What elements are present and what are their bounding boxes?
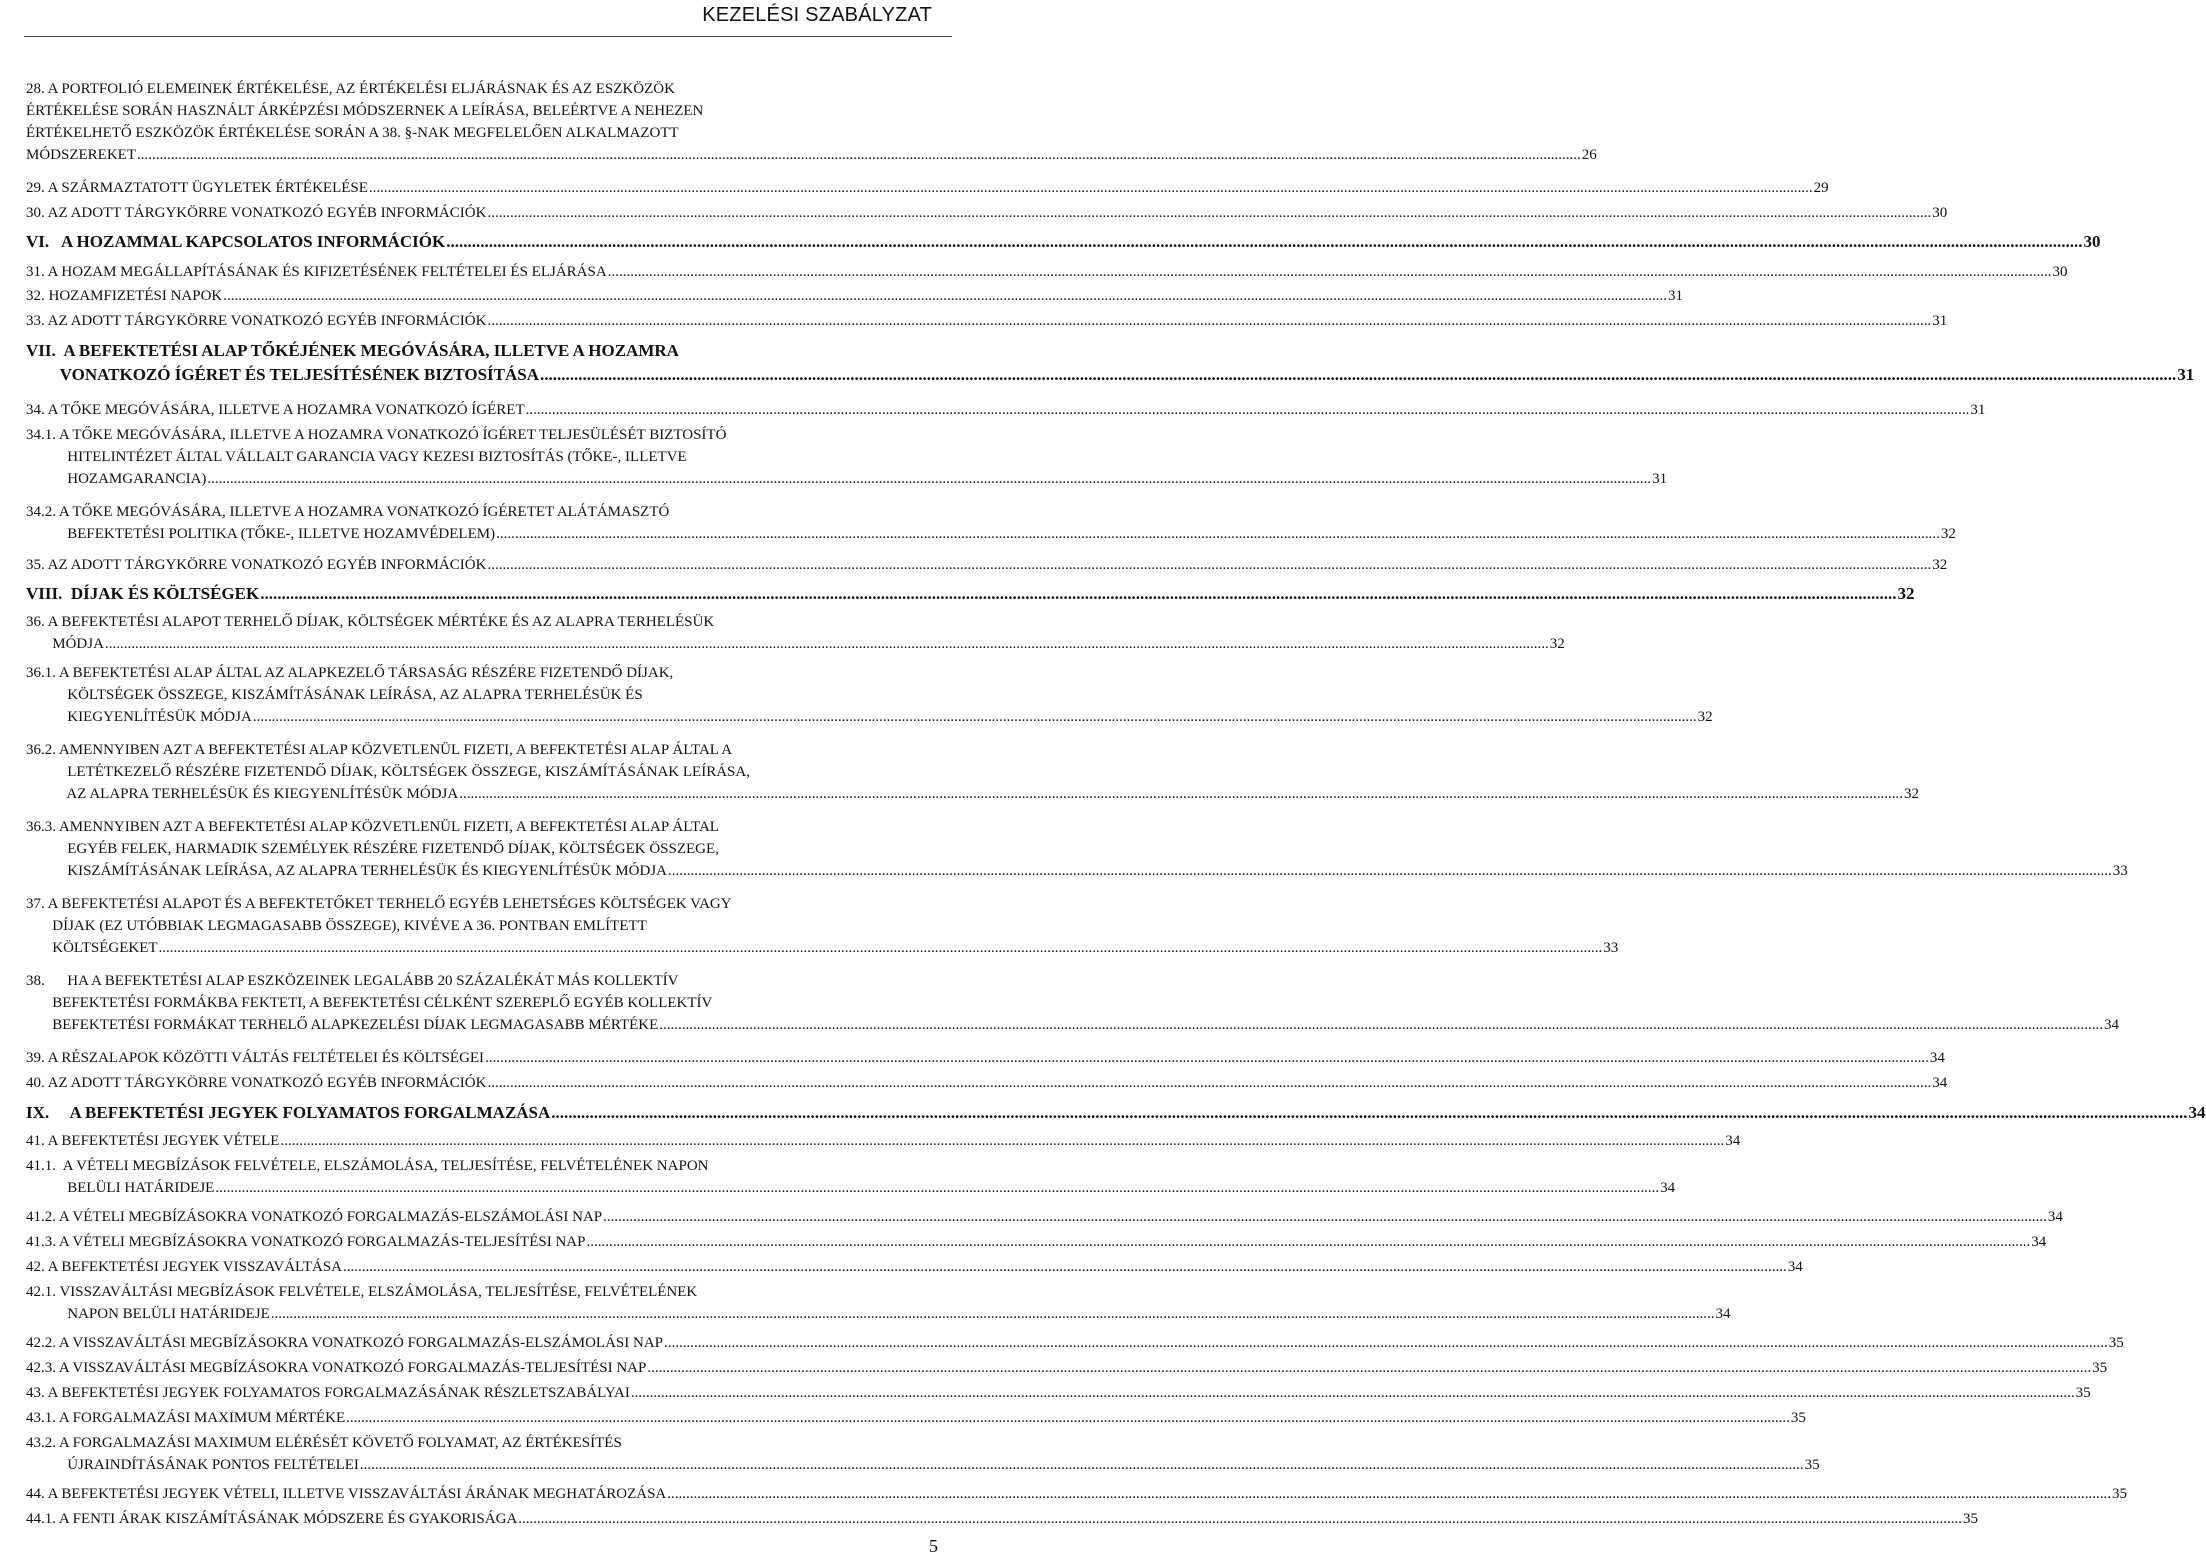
toc-entry-text: 34. A TŐKE MEGÓVÁSÁRA, ILLETVE A HOZAMRA VONATKOZÓ ÍGÉRET bbox=[26, 402, 525, 418]
toc-entry[interactable] bbox=[26, 1206, 2063, 1228]
toc-chapter[interactable] bbox=[26, 1102, 2206, 1126]
dot-leader bbox=[446, 231, 2082, 253]
toc-entry[interactable] bbox=[26, 970, 2120, 1036]
toc-entry[interactable] bbox=[26, 1508, 1979, 1530]
toc-page-number: 32 bbox=[1549, 636, 1565, 652]
toc-entry-text: 41.1. A VÉTELI MEGBÍZÁSOK FELVÉTELE, ELSZÁMOLÁSA, TELJESÍTÉSE, FELVÉTELÉNEK NAPON bbox=[26, 1158, 709, 1174]
toc-entry[interactable] bbox=[26, 285, 1683, 307]
toc-page-number: 26 bbox=[1581, 147, 1597, 163]
toc-entry-text: KIEGYENLÍTÉSÜK MÓDJA bbox=[26, 709, 252, 725]
toc-entry-text: MÓDSZEREKET bbox=[26, 147, 136, 163]
dot-leader bbox=[346, 1407, 1790, 1429]
dot-leader bbox=[631, 1382, 2075, 1404]
toc-page-number: 35 bbox=[2092, 1360, 2108, 1376]
toc-entry-text: 39. A RÉSZALAPOK KÖZÖTTI VÁLTÁS FELTÉTELEI ÉS KÖLTSÉGEI bbox=[26, 1050, 485, 1066]
toc-entry[interactable] bbox=[26, 1231, 2047, 1253]
toc-entry-text: ÉRTÉKELHETŐ ESZKÖZÖK ÉRTÉKELÉSE SORÁN A 38. §-NAK MEGFELELŐEN ALKALMAZOTT bbox=[26, 125, 679, 141]
toc-entry-text: 30. AZ ADOTT TÁRGYKÖRRE VONATKOZÓ EGYÉB INFORMÁCIÓK bbox=[26, 205, 487, 221]
dot-leader bbox=[459, 783, 1903, 805]
toc-entry-text: 42.1. VISSZAVÁLTÁSI MEGBÍZÁSOK FELVÉTELE, ELSZÁMOLÁSA, TELJESÍTÉSE, FELVÉTELÉNEK bbox=[26, 1284, 698, 1300]
dot-leader bbox=[280, 1130, 1724, 1152]
toc-page-number: 34 bbox=[1787, 1259, 1803, 1275]
toc-entry-text: 41. A BEFEKTETÉSI JEGYEK VÉTELE bbox=[26, 1133, 280, 1149]
dot-leader bbox=[496, 523, 1940, 545]
toc-entry[interactable] bbox=[26, 662, 1713, 728]
toc-entry[interactable] bbox=[26, 1155, 1676, 1199]
toc-page-number: 31 bbox=[1970, 402, 1986, 418]
toc-entry-text: 43. A BEFEKTETÉSI JEGYEK FOLYAMATOS FORGALMAZÁSÁNAK RÉSZLETSZABÁLYAI bbox=[26, 1385, 630, 1401]
dot-leader bbox=[518, 1508, 1962, 1530]
toc-entry[interactable] bbox=[26, 399, 1986, 421]
toc-entry-text: 34.2. A TŐKE MEGÓVÁSÁRA, ILLETVE A HOZAMRA VONATKOZÓ ÍGÉRETET ALÁTÁMASZTÓ bbox=[26, 504, 670, 520]
header-divider bbox=[24, 36, 952, 37]
toc-page-number: 32 bbox=[1697, 709, 1713, 725]
toc-entry[interactable] bbox=[26, 1382, 2091, 1404]
toc-entry-text: VII. A BEFEKTETÉSI ALAP TŐKÉJÉNEK MEGÓVÁSÁRA, ILLETVE A HOZAMRA bbox=[26, 341, 679, 360]
toc-page-number: 32 bbox=[1940, 526, 1956, 542]
toc-entry[interactable] bbox=[26, 177, 1829, 199]
toc-entry-text: ÚJRAINDÍTÁSÁNAK PONTOS FELTÉTELEI bbox=[26, 1457, 359, 1473]
dot-leader bbox=[667, 1483, 2111, 1505]
toc-entry-text: 33. AZ ADOTT TÁRGYKÖRRE VONATKOZÓ EGYÉB INFORMÁCIÓK bbox=[26, 313, 487, 329]
toc-entry[interactable] bbox=[26, 310, 1948, 332]
toc-entry-text: ÉRTÉKELÉSE SORÁN HASZNÁLT ÁRKÉPZÉSI MÓDSZERNEK A LEÍRÁSA, BELEÉRTVE A NEHEZEN bbox=[26, 103, 704, 119]
toc-page-number: 34 bbox=[1932, 1075, 1948, 1091]
toc-page-number: 31 bbox=[1652, 471, 1668, 487]
toc-entry-text: 28. A PORTFOLIÓ ELEMEINEK ÉRTÉKELÉSE, AZ ÉRTÉKELÉSI ELJÁRÁSNAK ÉS AZ ESZKÖZÖK bbox=[26, 81, 675, 97]
toc-entry-text: 34.1. A TŐKE MEGÓVÁSÁRA, ILLETVE A HOZAMRA VONATKOZÓ ÍGÉRET TELJESÜLÉSÉT BIZTOSÍTÓ bbox=[26, 427, 727, 443]
dot-leader bbox=[487, 310, 1931, 332]
toc-entry-text: 37. A BEFEKTETÉSI ALAPOT ÉS A BEFEKTETŐKET TERHELŐ EGYÉB LEHETSÉGES KÖLTSÉGEK VAGY bbox=[26, 896, 732, 912]
toc-entry-text: 36. A BEFEKTETÉSI ALAPOT TERHELŐ DÍJAK, KÖLTSÉGEK MÉRTÉKE ÉS AZ ALAPRA TERHELÉSÜK bbox=[26, 614, 715, 630]
toc-entry-text: AZ ALAPRA TERHELÉSÜK ÉS KIEGYENLÍTÉSÜK MÓDJA bbox=[26, 786, 459, 802]
dot-leader bbox=[260, 583, 1896, 605]
toc-page-number: 30 bbox=[2052, 264, 2068, 280]
toc-page-number: 31 bbox=[2177, 365, 2195, 384]
toc-entry-text: 29. A SZÁRMAZTATOTT ÜGYLETEK ÉRTÉKELÉSE bbox=[26, 180, 368, 196]
toc-entry[interactable] bbox=[26, 1072, 1948, 1094]
toc-page-number: 35 bbox=[2075, 1385, 2091, 1401]
toc-entry-text: 43.2. A FORGALMAZÁSI MAXIMUM ELÉRÉSÉT KÖVETŐ FOLYAMAT, AZ ÉRTÉKESÍTÉS bbox=[26, 1435, 622, 1451]
toc-entry-text: KÖLTSÉGEKET bbox=[26, 940, 158, 956]
toc-page-number: 33 bbox=[1603, 940, 1619, 956]
toc-page-number: 30 bbox=[1932, 205, 1948, 221]
toc-entry[interactable] bbox=[26, 1281, 1731, 1325]
dot-leader bbox=[343, 1256, 1787, 1278]
toc-entry[interactable] bbox=[26, 1332, 2124, 1354]
toc-entry-text: VI. A HOZAMMAL KAPCSOLATOS INFORMÁCIÓK bbox=[26, 232, 446, 251]
dot-leader bbox=[159, 937, 1603, 959]
dot-leader bbox=[105, 633, 1549, 655]
dot-leader bbox=[253, 706, 1697, 728]
toc-entry-text: 32. HOZAMFIZETÉSI NAPOK bbox=[26, 288, 223, 304]
toc-entry-text: 38. HA A BEFEKTETÉSI ALAP ESZKÖZEINEK LEGALÁBB 20 SZÁZALÉKÁT MÁS KOLLEKTÍV bbox=[26, 973, 679, 989]
page-number: 5 bbox=[929, 1536, 938, 1556]
toc-entry[interactable] bbox=[26, 1047, 1945, 1069]
toc-entry-text: IX. A BEFEKTETÉSI JEGYEK FOLYAMATOS FORGALMAZÁSA bbox=[26, 1103, 551, 1122]
toc-entry[interactable] bbox=[26, 501, 1956, 545]
toc-entry[interactable] bbox=[26, 739, 1919, 805]
toc-entry-text: 41.3. A VÉTELI MEGBÍZÁSOKRA VONATKOZÓ FORGALMAZÁS-TELJESÍTÉSI NAP bbox=[26, 1234, 586, 1250]
toc-page-number: 32 bbox=[1903, 786, 1919, 802]
running-header: KEZELÉSI SZABÁLYZAT bbox=[702, 4, 932, 26]
toc-page-number: 33 bbox=[2112, 863, 2128, 879]
toc-entry[interactable] bbox=[26, 424, 1668, 490]
toc-page-number: 35 bbox=[1963, 1511, 1979, 1527]
toc-entry-text: 40. AZ ADOTT TÁRGYKÖRRE VONATKOZÓ EGYÉB INFORMÁCIÓK bbox=[26, 1075, 487, 1091]
toc-page-number: 34 bbox=[2047, 1209, 2063, 1225]
toc-entry[interactable] bbox=[26, 816, 2128, 882]
dot-leader bbox=[668, 860, 2112, 882]
dot-leader bbox=[487, 202, 1931, 224]
toc-entry-text: LETÉTKEZELŐ RÉSZÉRE FIZETENDŐ DÍJAK, KÖLTSÉGEK ÖSSZEGE, KISZÁMÍTÁSÁNAK LEÍRÁSA, bbox=[26, 764, 750, 780]
toc-entry-text: 42. A BEFEKTETÉSI JEGYEK VISSZAVÁLTÁSA bbox=[26, 1259, 343, 1275]
toc-entry-text: 44. A BEFEKTETÉSI JEGYEK VÉTELI, ILLETVE VISSZAVÁLTÁSI ÁRÁNAK MEGHATÁROZÁSA bbox=[26, 1486, 667, 1502]
toc-entry[interactable] bbox=[26, 78, 1597, 166]
toc-entry[interactable] bbox=[26, 1357, 2108, 1379]
dot-leader bbox=[485, 1047, 1929, 1069]
toc-page-number: 32 bbox=[1897, 584, 1915, 603]
dot-leader bbox=[369, 177, 1813, 199]
toc-entry-text: 35. AZ ADOTT TÁRGYKÖRRE VONATKOZÓ EGYÉB INFORMÁCIÓK bbox=[26, 557, 487, 573]
toc-entry[interactable] bbox=[26, 202, 1948, 224]
toc-page-number: 35 bbox=[2108, 1335, 2124, 1351]
toc-entry-text: NAPON BELÜLI HATÁRIDEJE bbox=[26, 1306, 270, 1322]
toc-page-number: 35 bbox=[1804, 1457, 1820, 1473]
toc-entry-text: 42.3. A VISSZAVÁLTÁSI MEGBÍZÁSOKRA VONATKOZÓ FORGALMAZÁS-TELJESÍTÉSI NAP bbox=[26, 1360, 647, 1376]
toc-entry-text: KISZÁMÍTÁSÁNAK LEÍRÁSA, AZ ALAPRA TERHELÉSÜK ÉS KIEGYENLÍTÉSÜK MÓDJA bbox=[26, 863, 667, 879]
toc-entry[interactable] bbox=[26, 1130, 1741, 1152]
dot-leader bbox=[526, 399, 1970, 421]
toc-page-number: 34 bbox=[2031, 1234, 2047, 1250]
toc-entry-text: VIII. DÍJAK ÉS KÖLTSÉGEK bbox=[26, 584, 260, 603]
dot-leader bbox=[360, 1454, 1804, 1476]
toc-page-number: 34 bbox=[1725, 1133, 1741, 1149]
toc-page-number: 34 bbox=[2104, 1017, 2120, 1033]
dot-leader bbox=[215, 1177, 1659, 1199]
toc-entry-text: EGYÉB FELEK, HARMADIK SZEMÉLYEK RÉSZÉRE FIZETENDŐ DÍJAK, KÖLTSÉGEK ÖSSZEGE, bbox=[26, 841, 719, 857]
toc-entry-text: MÓDJA bbox=[26, 636, 104, 652]
toc-entry[interactable] bbox=[26, 554, 1948, 576]
toc-entry-text: DÍJAK (EZ UTÓBBIAK LEGMAGASABB ÖSSZEGE), KIVÉVE A 36. PONTBAN EMLÍTETT bbox=[26, 918, 647, 934]
toc-page-number: 31 bbox=[1668, 288, 1683, 304]
toc-entry-text: 31. A HOZAM MEGÁLLAPÍTÁSÁNAK ÉS KIFIZETÉSÉNEK FELTÉTELEI ÉS ELJÁRÁSA bbox=[26, 264, 607, 280]
dot-leader bbox=[540, 364, 2176, 386]
toc-entry-text: VONATKOZÓ ÍGÉRET ÉS TELJESÍTÉSÉNEK BIZTOSÍTÁSA bbox=[26, 365, 540, 384]
toc-entry[interactable] bbox=[26, 1432, 1820, 1476]
dot-leader bbox=[137, 144, 1581, 166]
toc-chapter[interactable] bbox=[26, 340, 2195, 388]
toc-entry-text: HITELINTÉZET ÁLTAL VÁLLALT GARANCIA VAGY KEZESI BIZTOSÍTÁS (TŐKE-, ILLETVE bbox=[26, 449, 687, 465]
toc-entry-text: BEFEKTETÉSI FORMÁKBA FEKTETI, A BEFEKTETÉSI CÉLKÉNT SZEREPLŐ EGYÉB KOLLEKTÍV bbox=[26, 995, 713, 1011]
dot-leader bbox=[664, 1332, 2108, 1354]
toc-chapter[interactable] bbox=[26, 231, 2101, 255]
toc-entry-text: 43.1. A FORGALMAZÁSI MAXIMUM MÉRTÉKE bbox=[26, 1410, 346, 1426]
toc-entry-text: HOZAMGARANCIA) bbox=[26, 471, 207, 487]
toc-entry[interactable] bbox=[26, 261, 2068, 283]
toc-page-number: 35 bbox=[1790, 1410, 1806, 1426]
toc-entry-text: 36.2. AMENNYIBEN AZT A BEFEKTETÉSI ALAP KÖZVETLENÜL FIZETI, A BEFEKTETÉSI ALAP ÁLTAL A bbox=[26, 742, 733, 758]
dot-leader bbox=[603, 1206, 2047, 1228]
toc-entry[interactable] bbox=[26, 893, 1619, 959]
dot-leader bbox=[271, 1303, 1715, 1325]
toc-page-number: 32 bbox=[1932, 557, 1948, 573]
dot-leader bbox=[223, 285, 1667, 307]
dot-leader bbox=[207, 468, 1651, 490]
toc-page-number: 34 bbox=[1660, 1180, 1676, 1196]
dot-leader bbox=[608, 261, 2052, 283]
toc-entry-text: 36.3. AMENNYIBEN AZT A BEFEKTETÉSI ALAP KÖZVETLENÜL FIZETI, A BEFEKTETÉSI ALAP ÁLTAL bbox=[26, 819, 719, 835]
toc-entry-text: BELÜLI HATÁRIDEJE bbox=[26, 1180, 215, 1196]
toc-page-number: 29 bbox=[1813, 180, 1829, 196]
dot-leader bbox=[551, 1102, 2187, 1124]
toc-page-number: 34 bbox=[1715, 1306, 1731, 1322]
toc-entry[interactable] bbox=[26, 1256, 1803, 1278]
dot-leader bbox=[487, 1072, 1931, 1094]
dot-leader bbox=[659, 1014, 2103, 1036]
dot-leader bbox=[586, 1231, 2030, 1253]
toc-page-number: 35 bbox=[2112, 1486, 2128, 1502]
toc-entry-text: 44.1. A FENTI ÁRAK KISZÁMÍTÁSÁNAK MÓDSZERE ÉS GYAKORISÁGA bbox=[26, 1511, 518, 1527]
toc-entry-text: 41.2. A VÉTELI MEGBÍZÁSOKRA VONATKOZÓ FORGALMAZÁS-ELSZÁMOLÁSI NAP bbox=[26, 1209, 603, 1225]
toc-entry[interactable] bbox=[26, 1483, 2128, 1505]
toc-page-number: 30 bbox=[2083, 232, 2101, 251]
toc-chapter[interactable] bbox=[26, 583, 1915, 607]
dot-leader bbox=[487, 554, 1931, 576]
toc-page-number: 34 bbox=[1929, 1050, 1945, 1066]
toc-entry-text: KÖLTSÉGEK ÖSSZEGE, KISZÁMÍTÁSÁNAK LEÍRÁSA, AZ ALAPRA TERHELÉSÜK ÉS bbox=[26, 687, 643, 703]
toc-entry-text: 36.1. A BEFEKTETÉSI ALAP ÁLTAL AZ ALAPKEZELŐ TÁRSASÁG RÉSZÉRE FIZETENDŐ DÍJAK, bbox=[26, 665, 674, 681]
toc-entry-text: BEFEKTETÉSI POLITIKA (TŐKE-, ILLETVE HOZAMVÉDELEM) bbox=[26, 526, 496, 542]
toc-page-number: 31 bbox=[1932, 313, 1948, 329]
toc-entry[interactable] bbox=[26, 1407, 1806, 1429]
toc-page-number: 34 bbox=[2188, 1103, 2206, 1122]
dot-leader bbox=[647, 1357, 2091, 1379]
toc-entry-text: 42.2. A VISSZAVÁLTÁSI MEGBÍZÁSOKRA VONATKOZÓ FORGALMAZÁS-ELSZÁMOLÁSI NAP bbox=[26, 1335, 664, 1351]
toc-entry[interactable] bbox=[26, 611, 1565, 655]
toc-entry-text: BEFEKTETÉSI FORMÁKAT TERHELŐ ALAPKEZELÉSI DÍJAK LEGMAGASABB MÉRTÉKE bbox=[26, 1017, 659, 1033]
